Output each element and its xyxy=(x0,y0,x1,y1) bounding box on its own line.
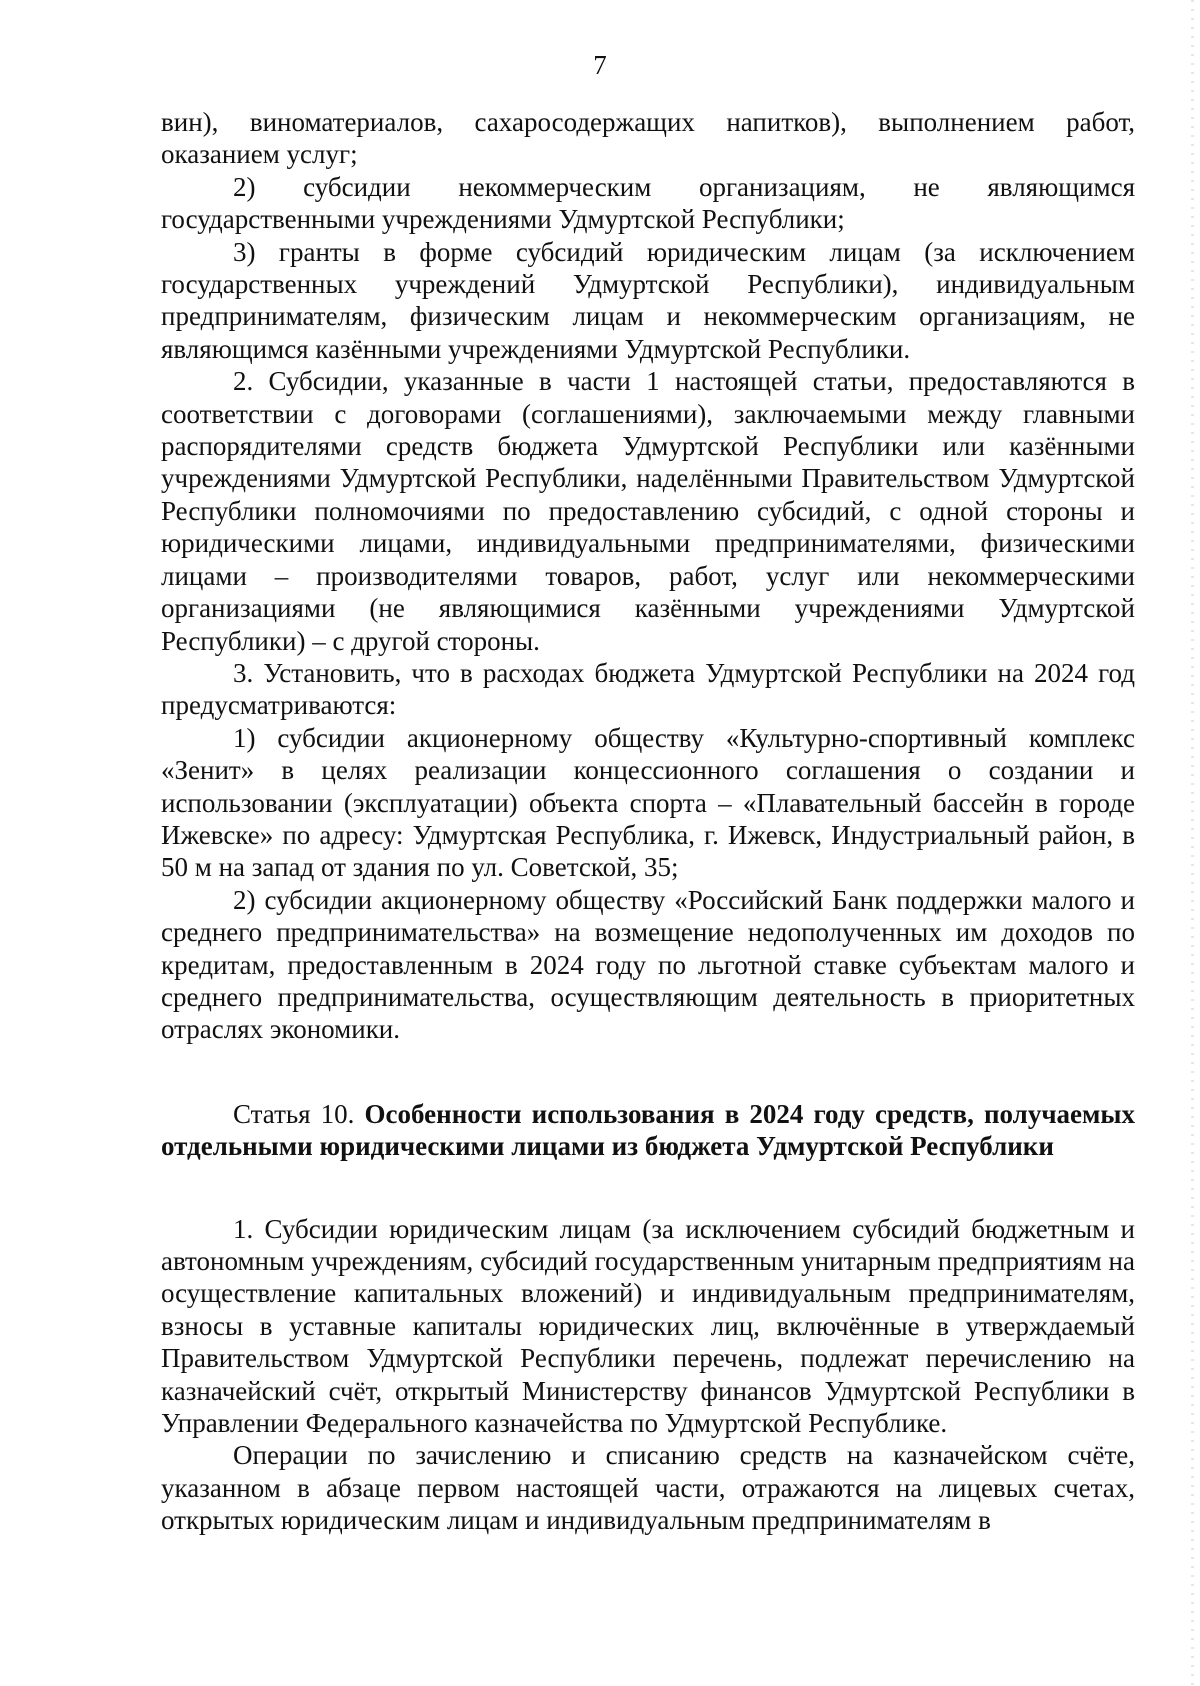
paragraph: 3) гранты в форме субсидий юридическим лицам (за исключением государственных учреждений Удмуртской Республики), индивидуальным предпринимателям, физическим лицам и некоммерческим организациям, не являющимся казёнными учреждениями Удмуртской Республики. xyxy=(161,236,1135,364)
page-number: 7 xyxy=(593,50,607,80)
paragraph: 2) субсидии акционерному обществу «Российский Банк поддержки малого и среднего предпринимательства» на возмещение недополученных им доходов по кредитам, предоставленным в 2024 году по льготной ставке субъектам малого и среднего предпринимательства, осуществляющим деятельность в приоритетных отраслях экономики. xyxy=(161,884,1135,1045)
document-body xyxy=(161,106,1135,1537)
paragraph: 1) субсидии акционерному обществу «Культурно-спортивный комплекс «Зенит» в целях реализации концессионного соглашения о создании и использовании (эксплуатации) объекта спорта – «Плавательный бассейн в городе Ижевске» по адресу: Удмуртская Республика, г. Ижевск, Индустриальный район, в 50 м на запад от здания по ул. Советской, 35; xyxy=(161,722,1135,883)
article-label: Статья 10. xyxy=(233,1098,355,1129)
paragraph: 3. Установить, что в расходах бюджета Удмуртской Республики на 2024 год предусматриваются: xyxy=(161,657,1135,721)
article-title: Особенности использования в 2024 году средств, получаемых отдельными юридическими лицами из бюджета Удмуртской Республики xyxy=(161,1098,1135,1162)
article-heading xyxy=(161,1098,1135,1163)
scan-edge-artifact xyxy=(1191,0,1194,1686)
paragraph: Операции по зачислению и списанию средств на казначейском счёте, указанном в абзаце первом настоящей части, отражаются на лицевых счетах, открытых юридическим лицам и индивидуальным предпринимателям в xyxy=(161,1440,1135,1536)
paragraph: вин), виноматериалов, сахаросодержащих напитков), выполнением работ, оказанием услуг; xyxy=(161,107,1135,170)
paragraph: 1. Субсидии юридическим лицам (за исключением субсидий бюджетным и автономным учреждениям, субсидий государственным унитарным предприятиям на осуществление капитальных вложений) и индивидуальным предпринимателям, взносы в уставные капиталы юридических лиц, включённые в утверждаемый Правительством Удмуртской Республики перечень, подлежат перечислению на казначейский счёт, открытый Министерству финансов Удмуртской Республики в Управлении Федерального казначейства по Удмуртской Республике. xyxy=(161,1213,1135,1439)
paragraph: 2. Субсидии, указанные в части 1 настоящей статьи, предоставляются в соответствии с договорами (соглашениями), заключаемыми между главными распорядителями средств бюджета Удмуртской Республики или казёнными учреждениями Удмуртской Республики, наделёнными Правительством Удмуртской Республики полномочиями по предоставлению субсидий, с одной стороны и юридическими лицами, индивидуальными предпринимателями, физическими лицами – производителями товаров, работ, услуг или некоммерческими организациями (не являющимися казёнными учреждениями Удмуртской Республики) – с другой стороны. xyxy=(161,366,1135,656)
paragraph: 2) субсидии некоммерческим организациям, не являющимся государственными учреждениями Удмуртской Республики; xyxy=(161,171,1135,235)
